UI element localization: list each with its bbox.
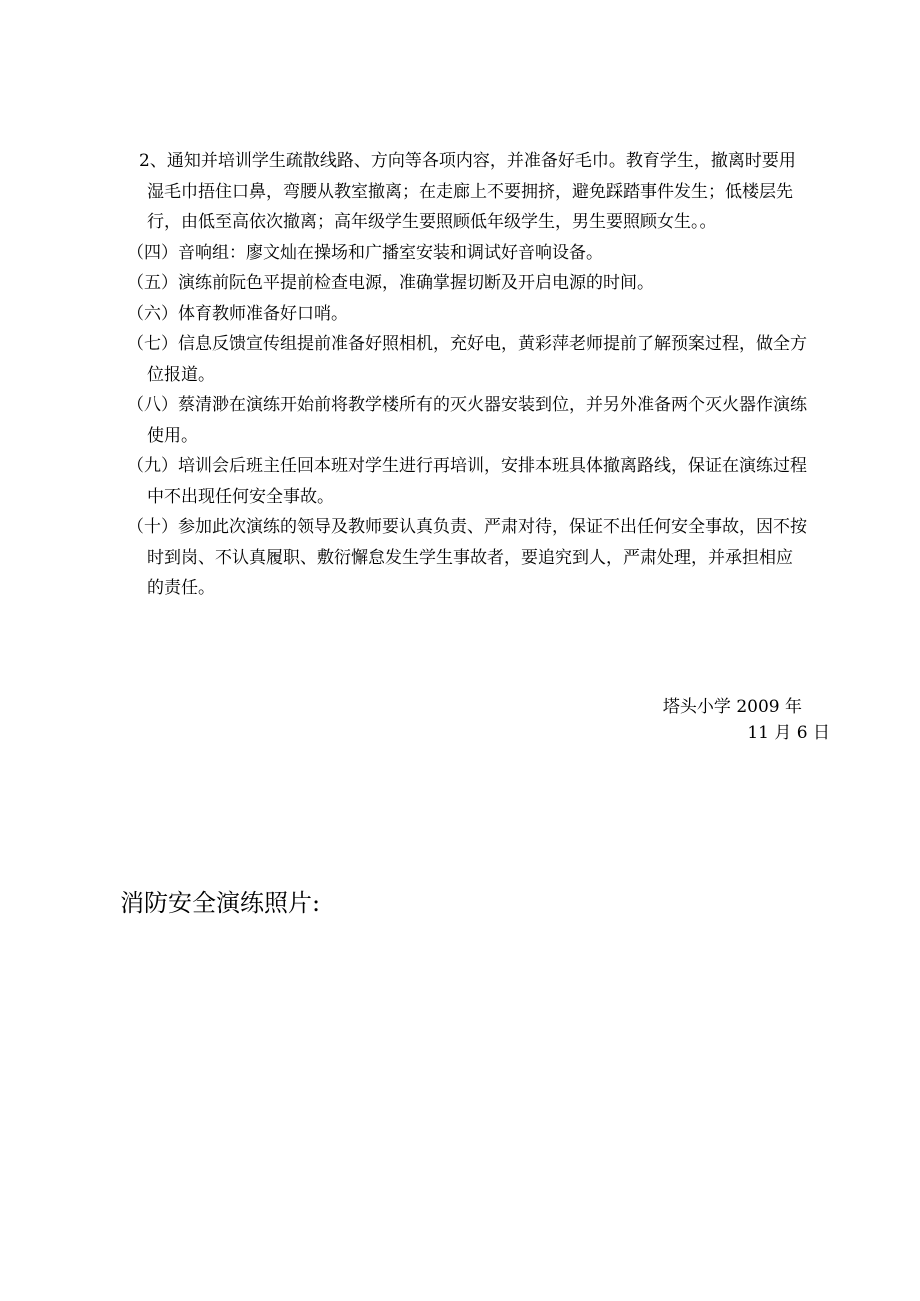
item-number: （五） [127,273,178,293]
photo-section-heading: 消防安全演练照片: [120,889,321,917]
list-item-9 [127,451,807,512]
item-text: 信息反馈宣传组提前准备好照相机，充好电，黄彩萍老师提前了解预案过程，做全方位报道。 [147,334,807,385]
item-text: 演练前阮色平提前检查电源，准确掌握切断及开启电源的时间。 [178,273,654,293]
signature-school-year: 塔头小学 2009 年 [662,697,802,717]
signature-block [662,694,830,746]
list-item-10 [127,512,807,604]
list-item-4 [127,238,807,269]
list-item-8 [127,390,807,451]
item-number: （六） [127,303,178,324]
signature-date: 11 月 6 日 [747,723,830,743]
item-text: 体育教师准备好口哨。 [178,303,348,324]
item-number: 2、 [139,151,167,171]
item-number: （九） [127,456,178,476]
item-number: （四） [127,242,178,263]
list-item-2 [127,146,807,238]
item-text: 参加此次演练的领导及教师要认真负责、严肃对待，保证不出任何安全事故，因不按时到岗、不认真履职、敷衍懈怠发生学生事故者，要追究到人，严肃处理，并承担相应的责任。 [147,517,807,598]
item-number: （七） [127,334,178,354]
item-text: 通知并培训学生疏散线路、方向等各项内容，并准备好毛巾。教育学生，撤离时要用湿毛巾捂住口鼻，弯腰从教室撤离；在走廊上不要拥挤，避免踩踏事件发生；低楼层先行，由低至高依次撤离；高年级学生要照顾低年级学生，男生要照顾女生。。 [147,151,796,232]
list-item-6 [127,299,807,330]
document-body [127,146,807,604]
item-text: 培训会后班主任回本班对学生进行再培训，安排本班具体撤离路线，保证在演练过程中不出现任何安全事故。 [147,456,807,507]
list-item-7 [127,329,807,390]
item-number: （八） [127,395,178,415]
item-number: （十） [127,517,178,537]
list-item-5 [127,268,807,299]
item-text: 音响组：廖文灿在操场和广播室安装和调试好音响设备。 [178,242,603,263]
item-text: 蔡清渺在演练开始前将教学楼所有的灭火器安装到位，并另外准备两个灭火器作演练使用。 [147,395,807,446]
